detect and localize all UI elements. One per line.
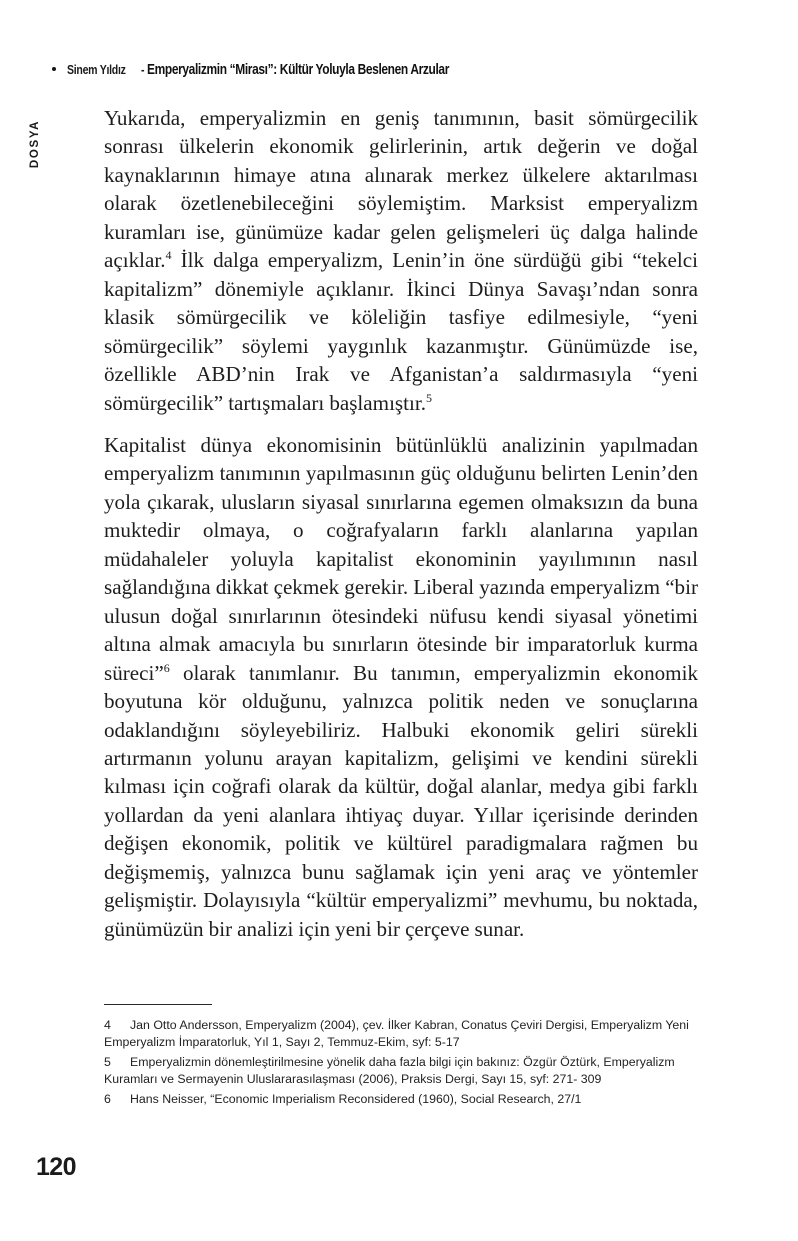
section-marker-label: DOSYA [29,119,41,169]
footnote-number: 6 [104,1091,111,1106]
page-number: 120 [36,1153,76,1181]
footnote-text: Hans Neisser, “Economic Imperialism Reconsidered (1960), Social Research, 27/1 [130,1091,582,1106]
body-paragraph: Yukarıda, emperyalizmin en geniş tanımının, basit sömürgecilik sonrası ülkelerin ekonomik gelirlerinin, artık değerin ve doğal kaynaklarının himaye atına alınarak merkez ülkelere aktarılması olarak özetlenebileceğini söylemiştim. Marksist emperyalizm kuramları ise, günümüze kadar gelen gelişmeleri üç dalga halinde açıklar.$^4$ İlk dalga emperyalizm, Lenin’in öne sürdüğü gibi “tekelci kapitalizm” dönemiyle açıklanır. İkinci Dünya Savaşı’ndan sonra klasik sömürgecilik ve köleliğin tasfiye edilmesiyle, “yeni sömürgecilik” söylemi yaygınlık kazanmıştır. Günümüzde ise, özellikle ABD’nin Irak ve Afganistan’a saldırmasıyla “yeni sömürgecilik” tartışmaları başlamıştır.$^5$ [104,106,698,415]
footnote-item [104,1017,700,1052]
footnote-number: 5 [104,1054,111,1069]
header-title: Emperyalizmin “Mirası”: Kültür Yoluyla Beslenen Arzular [146,62,449,78]
footnote-separator-rule [104,1004,212,1005]
running-header [52,62,515,78]
body-column [104,104,698,943]
footnote-reference[interactable]: 6 [163,660,170,675]
footnote-item [104,1091,700,1108]
footnote-text: Emperyalizmin dönemleştirilmesine yönelik daha fazla bilgi için bakınız: Özgür Öztürk, Emperyalizm Kuramları ve Sermayenin Uluslararasılaşması (2006), Praksis Dergi, Sayı 15, syf: 271- 309 [104,1054,675,1087]
header-author: Sinem Yıldız [67,62,126,77]
section-marker [26,96,44,192]
footnote-number: 4 [104,1018,111,1032]
footnote-text: Jan Otto Andersson, Emperyalizm (2004), çev. İlker Kabran, Conatus Çeviri Dergisi, Emperyalizm Yeni Emperyalizm İmparatorluk, Yıl 1, Sayı 2, Temmuz-Ekim, syf: 5-17 [104,1018,689,1050]
footnote-reference[interactable]: 4 [165,248,172,263]
header-separator: - [141,62,145,77]
footnote-item [104,1054,700,1089]
footnote-reference[interactable]: 5 [426,390,433,405]
bullet-icon [52,67,56,71]
footnotes-section [104,1004,700,1110]
body-paragraph: Kapitalist dünya ekonomisinin bütünlüklü analizinin yapılmadan emperyalizm tanımının yapılmasının güç olduğunu belirten Lenin’den yola çıkarak, ulusların siyasal sınırlarına egemen olmaksızın da buna muktedir olmaya, o coğrafyaların farklı alanlarına yapılan müdahaleler yoluyla kapitalist ekonominin yayılımının nasıl sağlandığına dikkat çekmek gerekir. Liberal yazında emperyalizm “bir ulusun doğal sınırlarının ötesindeki nüfusu kendi siyasal yönetimi altına almak amacıyla bu sınırların ötesinde bir imparatorluk kurma süreci”$^6$ olarak tanımlanır. Bu tanımın, emperyalizmin ekonomik boyutuna kör olduğunu, yalnızca politik neden ve sonuçlarına odaklandığını söyleyebiliriz. Halbuki ekonomik geliri sürekli artırmanın yolunu arayan kapitalizm, gelişimi ve kendini sürekli kılması için coğrafi olarak da kültür, doğal alanlar, medya gibi farklı yollardan da yeni alanlara ihtiyaç duyar. Yıllar içerisinde derinden değişen ekonomik, politik ve kültürel paradigmalara rağmen bu değişmemiş, yalnızca bunu sağlamak için yeni araç ve yöntemler gelişmiştir. Dolayısıyla “kültür emperyalizmi” mevhumu, bu noktada, günümüzün bir analizi için yeni bir çerçeve sunar. [104,432,698,941]
